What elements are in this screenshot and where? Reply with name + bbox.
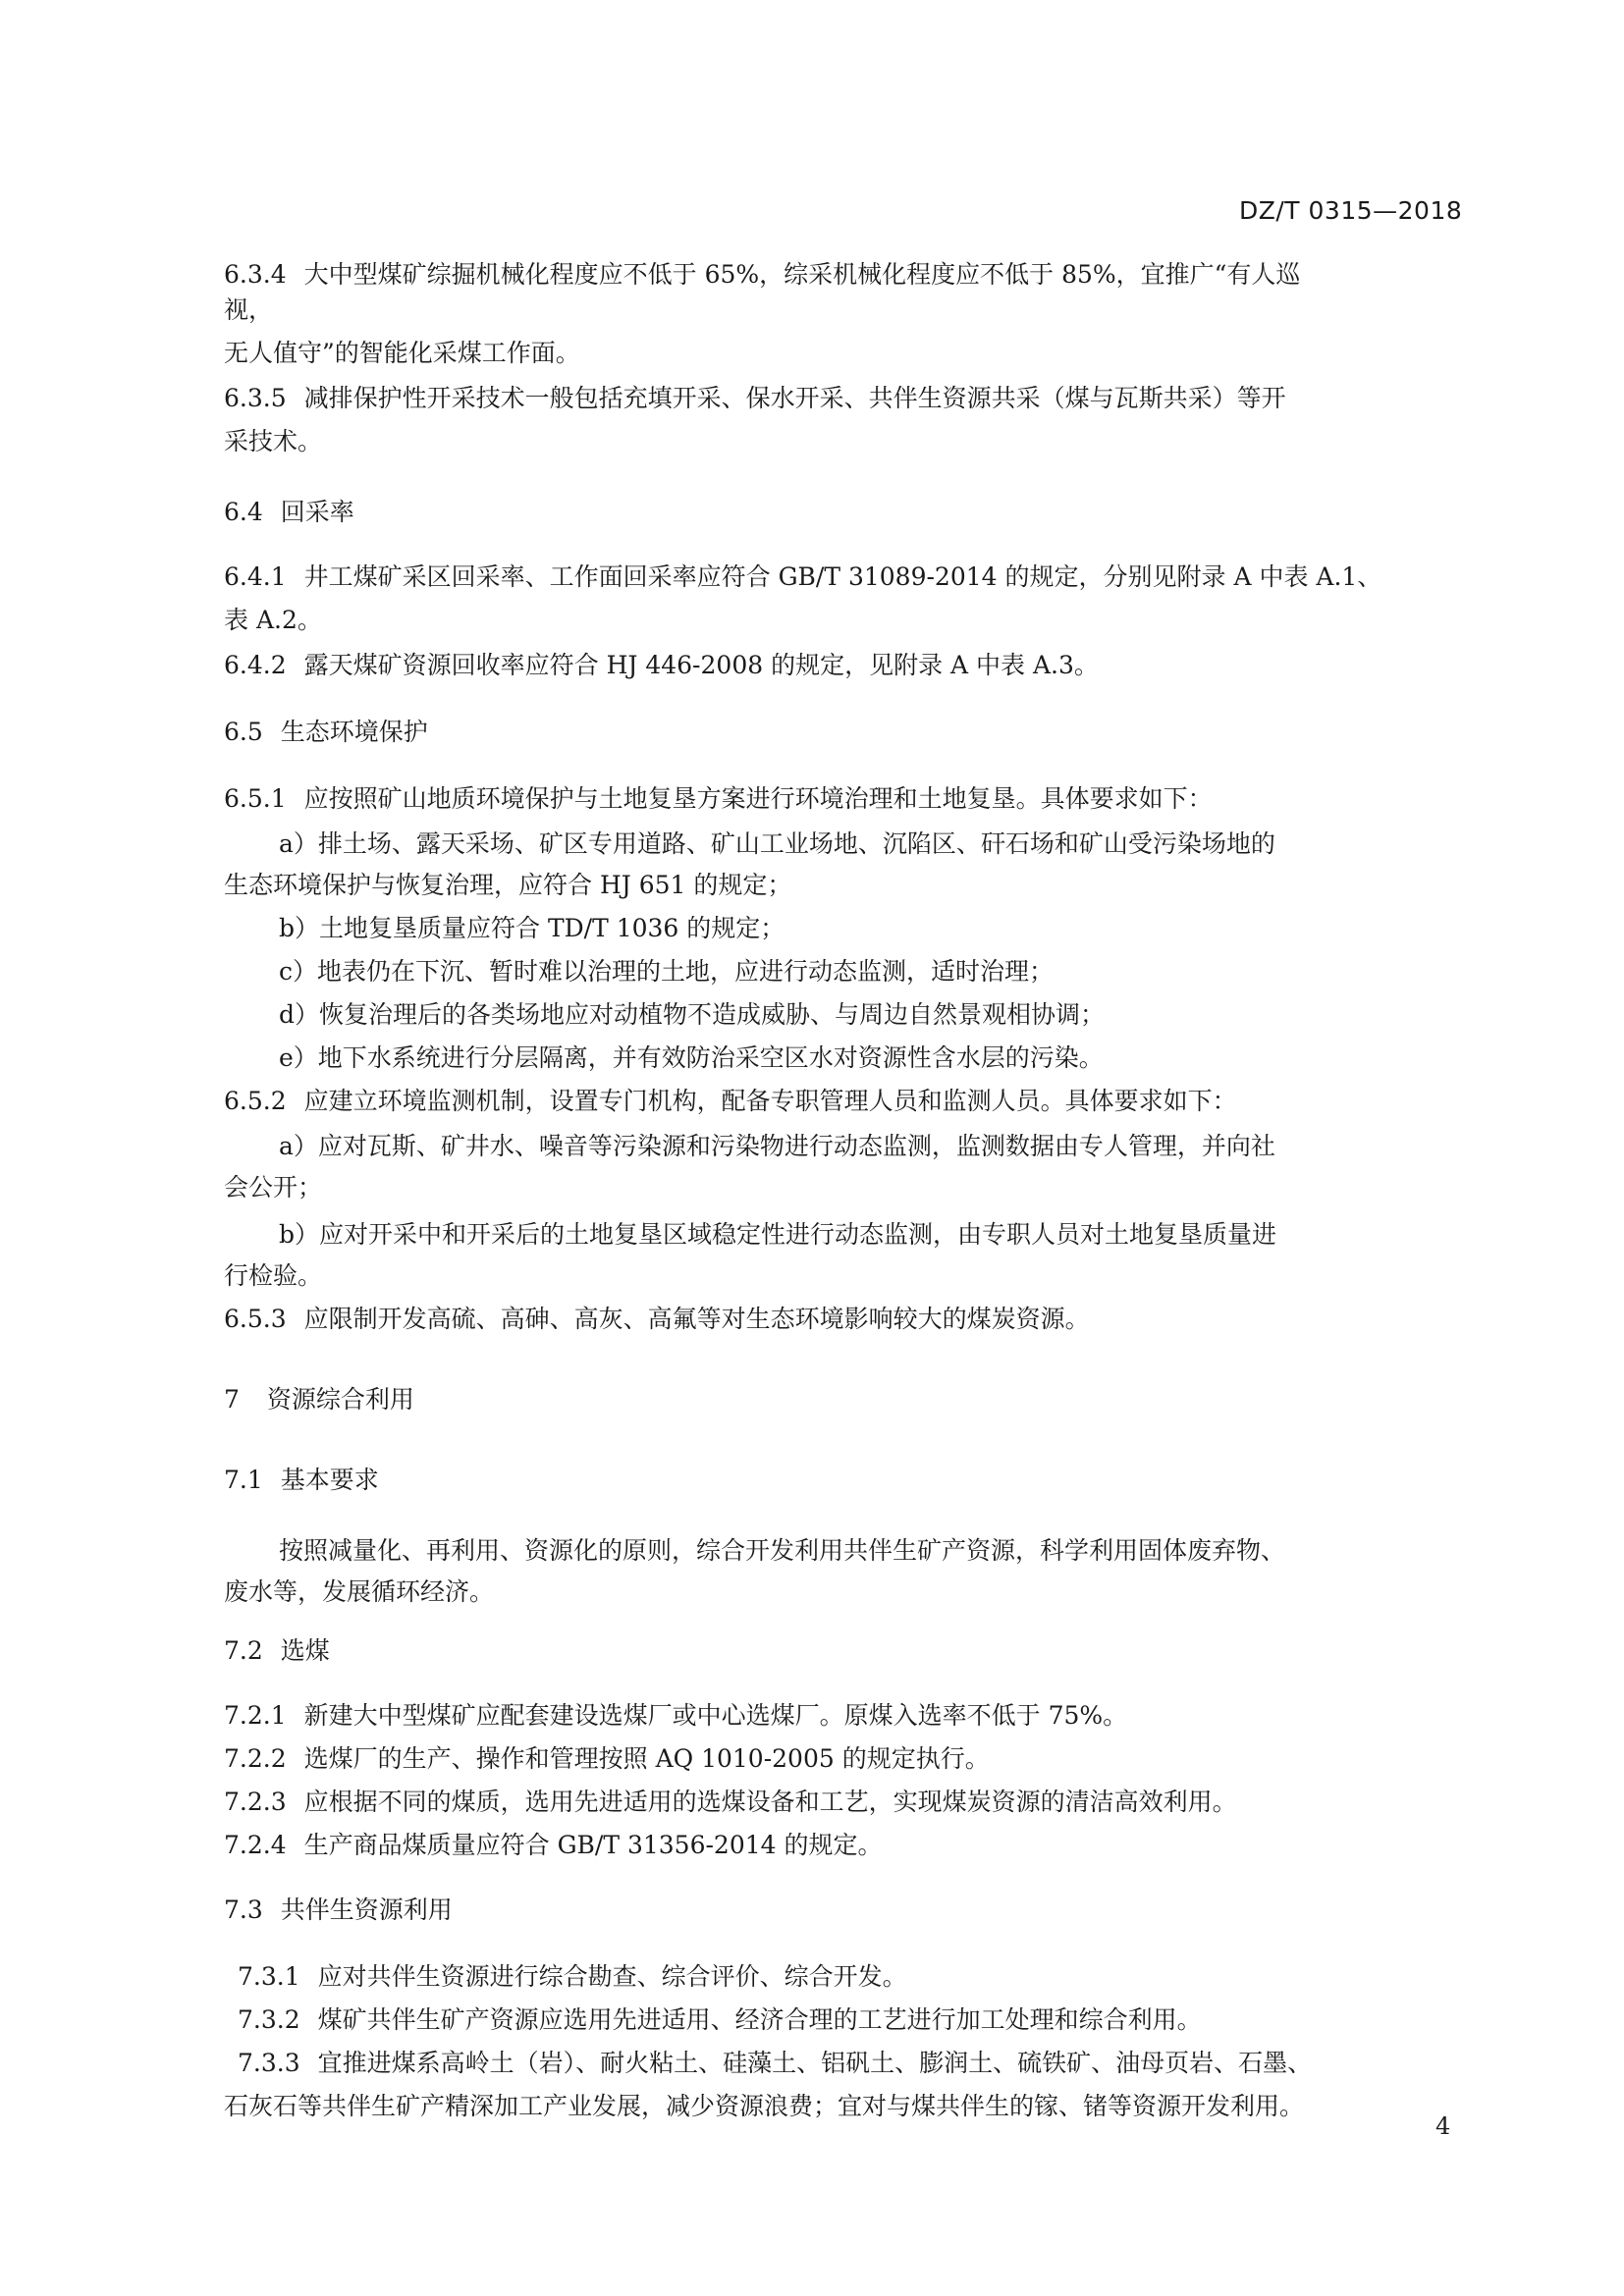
clause-text: 采技术。: [224, 427, 323, 455]
clause-text: 表 A.2。: [224, 606, 322, 634]
clause-7-2-4: [224, 1828, 1453, 1863]
clause-number: 6.3.5: [224, 384, 287, 412]
clause-number: 7.3.2: [238, 2005, 300, 2034]
section-title: 共伴生资源利用: [280, 1896, 453, 1924]
clause-7-3-2: [238, 2002, 1467, 2038]
clause-6-4-1-line1: [224, 560, 1453, 595]
clause-6-5-1: [224, 781, 1453, 817]
list-item-b2-line1: [224, 1217, 1453, 1253]
clause-6-3-4-line3: [224, 336, 1453, 371]
section-number: 6.5: [224, 718, 263, 746]
clause-text: 应限制开发高硫、高砷、高灰、高氟等对生态环境影响较大的煤炭资源。: [303, 1305, 1090, 1333]
clause-text: 应对共伴生资源进行综合勘查、综合评价、综合开发。: [317, 1962, 907, 1991]
clause-7-2-1: [224, 1698, 1453, 1734]
clause-number: 6.5.1: [224, 784, 287, 813]
clause-7-3-3-line1: [238, 2046, 1467, 2081]
clause-number: 6.4.1: [224, 562, 287, 591]
section-heading-7-3: [224, 1893, 1453, 1928]
list-item-text: b）土地复垦质量应符合 TD/T 1036 的规定；: [279, 914, 785, 942]
section-number: 7.1: [224, 1466, 263, 1494]
list-item-a2-line1: [224, 1129, 1453, 1164]
clause-text: 视，: [224, 295, 274, 324]
clause-text: 无人值守”的智能化采煤工作面。: [224, 339, 580, 367]
clause-number: 7.2.1: [224, 1701, 287, 1730]
section-number: 7.3: [224, 1896, 263, 1924]
paragraph-7-1-line1: [224, 1533, 1453, 1569]
list-item-d: [224, 997, 1453, 1033]
clause-number: 6.5.3: [224, 1305, 287, 1333]
clause-text: 井工煤矿采区回采率、工作面回采率应符合 GB/T 31089-2014 的规定，分别见附录 A 中表 A.1、: [303, 562, 1382, 591]
clause-6-5-2: [224, 1084, 1453, 1119]
section-number: 6.4: [224, 498, 263, 526]
paragraph-7-1-line2: [224, 1575, 1453, 1610]
list-item-e: [224, 1041, 1453, 1076]
clause-6-4-1-line2: [224, 603, 1453, 638]
list-item-text: 行检验。: [224, 1261, 323, 1290]
list-item-text: b）应对开采中和开采后的土地复垦区域稳定性进行动态监测，由专职人员对土地复垦质量进: [279, 1220, 1277, 1249]
section-heading-6-5: [224, 715, 1453, 750]
clause-text: 大中型煤矿综掘机械化程度应不低于 65%，综采机械化程度应不低于 85%，宜推广“有人巡: [303, 260, 1301, 289]
list-item-a-line1: [224, 827, 1453, 862]
clause-text: 新建大中型煤矿应配套建设选煤厂或中心选煤厂。原煤入选率不低于 75%。: [303, 1701, 1128, 1730]
clause-number: 7.3.3: [238, 2049, 300, 2077]
clause-7-2-2: [224, 1741, 1453, 1777]
clause-number: 7.2.4: [224, 1831, 287, 1859]
clause-number: 6.5.2: [224, 1087, 287, 1115]
clause-text: 生产商品煤质量应符合 GB/T 31356-2014 的规定。: [303, 1831, 883, 1859]
clause-number: 6.3.4: [224, 260, 287, 289]
section-number: 7.2: [224, 1636, 263, 1665]
chapter-title: 资源综合利用: [266, 1385, 414, 1414]
section-heading-7-2: [224, 1633, 1453, 1669]
clause-6-3-5-line1: [224, 381, 1453, 416]
clause-text: 应按照矿山地质环境保护与土地复垦方案进行环境治理和土地复垦。具体要求如下：: [303, 784, 1213, 813]
clause-number: 7.2.3: [224, 1788, 287, 1816]
clause-number: 7.2.2: [224, 1744, 287, 1773]
clause-6-3-5-line2: [224, 424, 1453, 459]
list-item-text: e）地下水系统进行分层隔离，并有效防治采空区水对资源性含水层的污染。: [279, 1043, 1104, 1072]
section-title: 生态环境保护: [280, 718, 428, 746]
list-item-text: 生态环境保护与恢复治理，应符合 HJ 651 的规定；: [224, 871, 792, 899]
clause-7-3-3-line2: [224, 2089, 1453, 2124]
list-item-a2-line2: [224, 1170, 1453, 1205]
list-item-text: d）恢复治理后的各类场地应对动植物不造成威胁、与周边自然景观相协调；: [279, 1000, 1106, 1029]
clause-text: 石灰石等共伴生矿产精深加工产业发展，减少资源浪费；宜对与煤共伴生的镓、锗等资源开发利用。: [224, 2092, 1305, 2120]
clause-text: 应根据不同的煤质，选用先进适用的选煤设备和工艺，实现煤炭资源的清洁高效利用。: [303, 1788, 1237, 1816]
clause-text: 应建立环境监测机制，设置专门机构，配备专职管理人员和监测人员。具体要求如下：: [303, 1087, 1237, 1115]
section-title: 回采率: [280, 498, 354, 526]
clause-7-3-1: [238, 1959, 1467, 1995]
list-item-text: a）应对瓦斯、矿井水、噪音等污染源和污染物进行动态监测，监测数据由专人管理，并向社: [279, 1132, 1275, 1160]
clause-number: 6.4.2: [224, 651, 287, 679]
clause-6-3-4-line1: [224, 257, 1453, 293]
section-title: 选煤: [280, 1636, 330, 1665]
list-item-text: c）地表仍在下沉、暂时难以治理的土地，应进行动态监测，适时治理；: [279, 957, 1055, 986]
clause-text: 选煤厂的生产、操作和管理按照 AQ 1010-2005 的规定执行。: [303, 1744, 990, 1773]
clause-text: 露天煤矿资源回收率应符合 HJ 446-2008 的规定，见附录 A 中表 A.3。: [303, 651, 1099, 679]
clause-text: 减排保护性开采技术一般包括充填开采、保水开采、共伴生资源共采（煤与瓦斯共采）等开: [303, 384, 1286, 412]
paragraph-text: 按照减量化、再利用、资源化的原则，综合开发利用共伴生矿产资源，科学利用固体废弃物、: [279, 1536, 1286, 1565]
chapter-number: 7: [224, 1385, 240, 1414]
chapter-heading-7: [224, 1382, 1453, 1417]
clause-7-2-3: [224, 1785, 1453, 1820]
clause-6-5-3: [224, 1302, 1453, 1337]
clause-number: 7.3.1: [238, 1962, 300, 1991]
clause-6-3-4-line2: [224, 293, 1453, 328]
list-item-a-line2: [224, 868, 1453, 903]
section-heading-6-4: [224, 495, 1453, 530]
section-heading-7-1: [224, 1463, 1453, 1498]
list-item-b2-line2: [224, 1258, 1453, 1294]
list-item-text: a）排土场、露天采场、矿区专用道路、矿山工业场地、沉陷区、矸石场和矿山受污染场地的: [279, 829, 1275, 858]
list-item-c: [224, 954, 1453, 989]
page-number: 4: [1435, 2112, 1451, 2140]
standard-code: DZ/T 0315—2018: [1239, 196, 1463, 225]
clause-text: 煤矿共伴生矿产资源应选用先进适用、经济合理的工艺进行加工处理和综合利用。: [317, 2005, 1202, 2034]
clause-text: 宜推进煤系高岭土（岩）、耐火粘土、硅藻土、铝矾土、膨润土、硫铁矿、油母页岩、石墨、: [317, 2049, 1313, 2077]
clause-6-4-2: [224, 648, 1453, 683]
list-item-b: [224, 911, 1453, 946]
list-item-text: 会公开；: [224, 1173, 323, 1201]
paragraph-text: 废水等，发展循环经济。: [224, 1577, 495, 1606]
section-title: 基本要求: [280, 1466, 379, 1494]
